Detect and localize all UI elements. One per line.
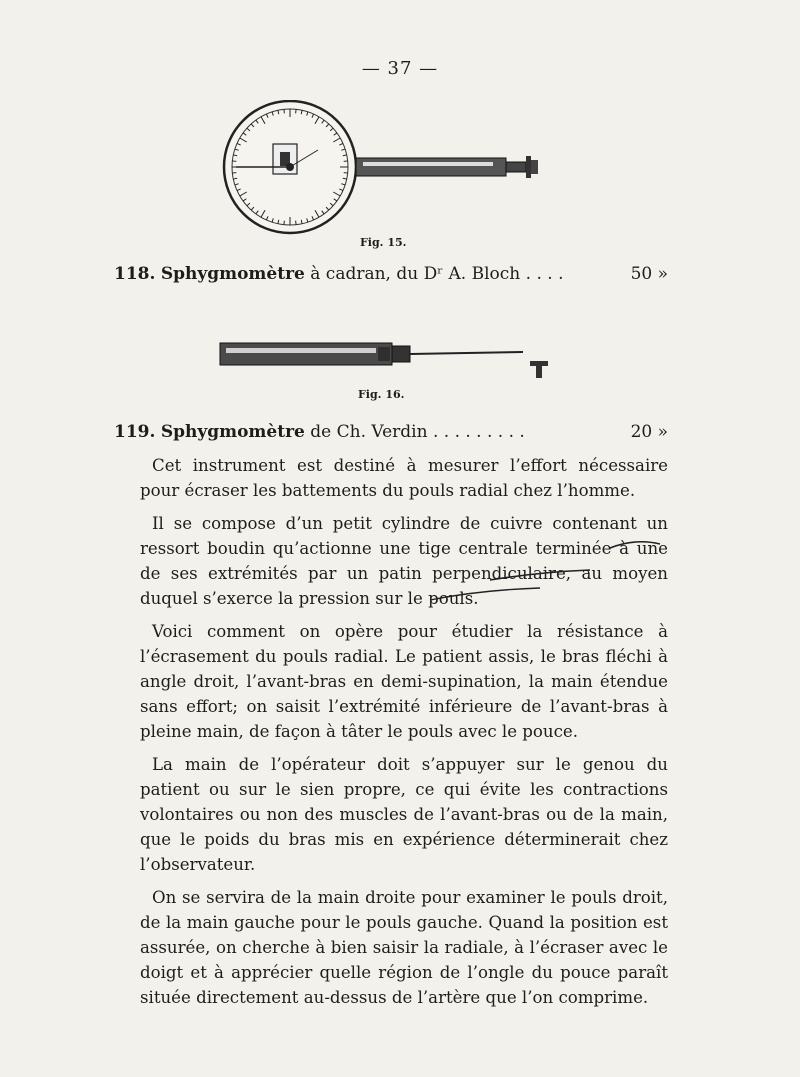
- catalog-entry-119: [114, 422, 674, 442]
- page-number: — 37 —: [361, 58, 439, 79]
- entry-name: Sphygmomètre: [160, 264, 305, 284]
- catalog-entry-118: [114, 264, 674, 284]
- entry-number: 118.: [114, 264, 156, 284]
- paragraph: On se servira de la main droite pour examiner le pouls droit, de la main gauche pour le pouls gauche. Quand la position est assurée, on cherche à bien saisir la radiale, à l’écraser avec le doigt et à apprécier quelle région de l’ongle du pouce paraît située directement au-dessus de l’artère que l’on comprime.: [140, 888, 668, 1007]
- paragraph: Cet instrument est destiné à mesurer l’effort nécessaire pour écraser les battements du pouls radial chez l’homme.: [140, 456, 668, 500]
- entry-price: 50 »: [630, 264, 668, 284]
- paragraph: Il se compose d’un petit cylindre de cuivre contenant un ressort boudin qu’actionne une tige centrale terminée à une de ses extrémités par un patin perpendiculaire, au moyen duquel s’exerce la pression sur le pouls.: [140, 514, 668, 608]
- fig16-caption: Fig. 16.: [358, 388, 405, 401]
- paragraph: La main de l’opérateur doit s’appuyer sur le genou du patient ou sur le sien propre, ce qui évite les contractions volontaires ou non des muscles de l’avant-bras ou de la main, que le poids du bras mis en expérience déterminerait chez l’observateur.: [140, 755, 668, 874]
- entry-description: à cadran, du Dʳ A. Bloch . . . .: [304, 264, 564, 284]
- entry-number: 119.: [114, 422, 156, 442]
- fig15-caption: Fig. 15.: [360, 236, 407, 249]
- entry-description: de Ch. Verdin . . . . . . . . .: [304, 422, 525, 442]
- handwritten-underline-marks: [420, 530, 670, 610]
- paragraph: Voici comment on opère pour étudier la résistance à l’écrasement du pouls radial. Le patient assis, le bras fléchi à angle droit, l’avant-bras en demi-supination, la main étendue sans effort; on saisit l’extrémité inférieure de l’avant-bras à pleine main, de façon à tâter le pouls avec le pouce.: [140, 622, 668, 741]
- entry-price: 20 »: [630, 422, 668, 442]
- entry-name: Sphygmomètre: [160, 422, 305, 442]
- fig16-verdin-sphygmometer-illustration: [218, 335, 558, 385]
- fig15-dial-sphygmometer-illustration: [218, 100, 558, 235]
